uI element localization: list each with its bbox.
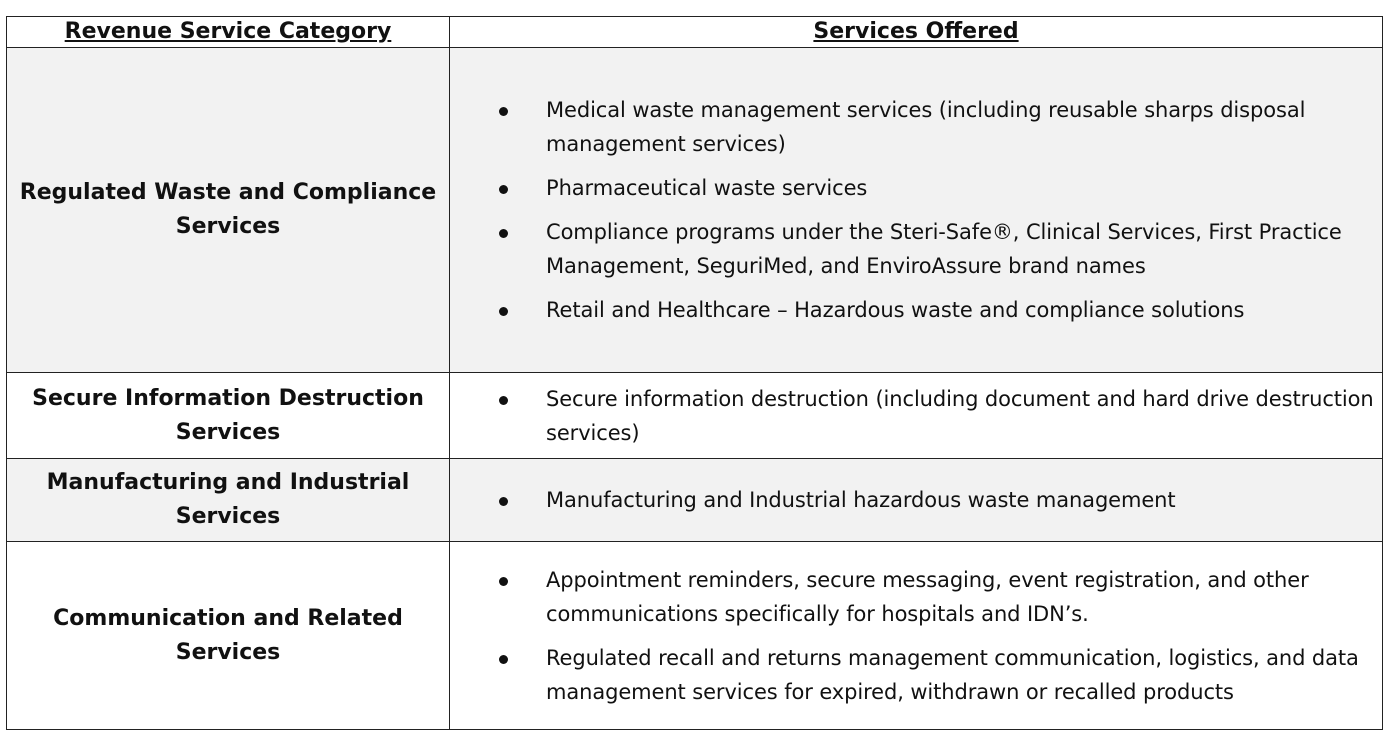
category-label: Communication and Related Services	[53, 605, 403, 665]
services-list	[450, 382, 1382, 450]
services-cell	[450, 48, 1383, 373]
category-cell	[7, 459, 450, 542]
services-cell	[450, 373, 1383, 459]
category-label: Manufacturing and Industrial Services	[46, 470, 410, 529]
table-row	[7, 373, 1383, 459]
list-item	[450, 483, 1382, 517]
services-cell	[450, 542, 1383, 730]
service-text: Compliance programs under the Steri-Safe®, Clinical Services, First Practice Management, SeguriMed, and EnviroAssure brand names	[546, 220, 1342, 278]
bullet-icon	[499, 185, 508, 194]
category-cell	[7, 48, 450, 373]
services-table	[6, 16, 1383, 730]
list-item	[450, 382, 1382, 450]
services-list	[450, 483, 1382, 517]
header-revenue-service-category: Revenue Service Category	[7, 17, 450, 48]
category-label: Regulated Waste and Compliance Services	[19, 180, 437, 239]
bullet-icon	[499, 107, 508, 116]
service-text: Pharmaceutical waste services	[546, 176, 868, 200]
list-item	[450, 563, 1382, 631]
table-row	[7, 542, 1383, 730]
category-cell	[7, 542, 450, 730]
list-item	[450, 215, 1382, 283]
list-item	[450, 293, 1382, 327]
table-header-row	[7, 17, 1383, 48]
bullet-icon	[499, 497, 508, 506]
bullet-icon	[499, 577, 508, 586]
service-text: Appointment reminders, secure messaging, event registration, and other communications specifically for hospitals and IDN’s.	[546, 567, 1309, 626]
bullet-icon	[499, 307, 508, 316]
bullet-icon	[499, 229, 508, 238]
service-text: Secure information destruction (including document and hard drive destruction services)	[546, 386, 1374, 445]
list-item	[450, 171, 1382, 205]
category-cell	[7, 373, 450, 459]
category-label: Secure Information Destruction Services	[32, 385, 424, 445]
table-row	[7, 459, 1383, 542]
service-text: Regulated recall and returns management communication, logistics, and data management services for expired, withdrawn or recalled products	[546, 645, 1359, 704]
services-list	[450, 93, 1382, 327]
service-text: Retail and Healthcare – Hazardous waste and compliance solutions	[546, 298, 1245, 322]
table-row	[7, 48, 1383, 373]
services-cell	[450, 459, 1383, 542]
bullet-icon	[499, 396, 508, 405]
list-item	[450, 641, 1382, 709]
bullet-icon	[499, 655, 508, 664]
header-services-offered: Services Offered	[450, 17, 1383, 48]
list-item	[450, 93, 1382, 161]
service-text: Manufacturing and Industrial hazardous waste management	[546, 488, 1176, 512]
service-text: Medical waste management services (including reusable sharps disposal management services)	[546, 98, 1306, 156]
services-list	[450, 563, 1382, 709]
